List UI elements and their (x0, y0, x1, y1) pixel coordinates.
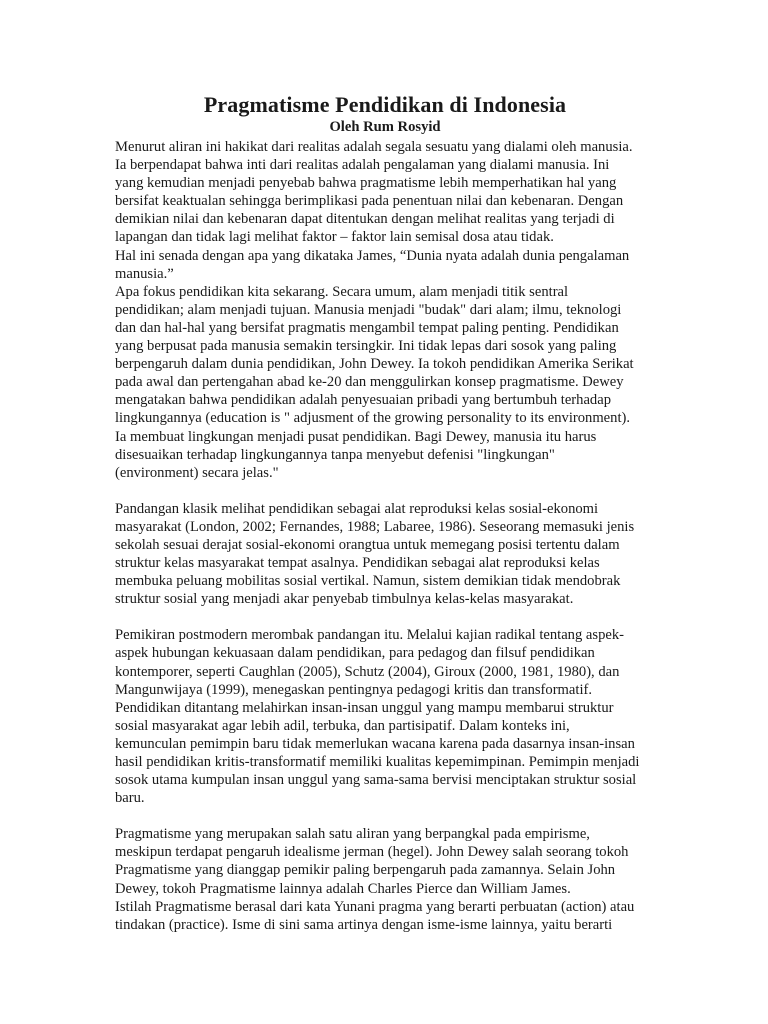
text-line: kemunculan pemimpin baru tidak memerlukan wacana karena pada dasarnya insan-insan (115, 735, 635, 752)
paragraph (115, 825, 655, 934)
text-line: lapangan dan tidak lagi melihat faktor – faktor lain semisal dosa atau tidak. (115, 229, 554, 246)
text-line: sosok utama kumpulan insan unggul yang sama-sama bervisi menciptakan struktur sosial (115, 772, 637, 789)
text-line: disesuaikan terhadap lingkungannya tanpa menyebut defenisi "lingkungan" (115, 446, 555, 463)
text-line: Ia membuat lingkungan menjadi pusat pendidikan. Bagi Dewey, manusia itu harus (115, 428, 597, 445)
text-line: manusia.” (115, 265, 174, 282)
text-line: Mangunwijaya (1999), menegaskan pentingnya pedagogi kritis dan transformatif. (115, 681, 593, 698)
text-line: (environment) secara jelas." (115, 464, 279, 481)
text-line: Pragmatisme yang merupakan salah satu aliran yang berpangkal pada empirisme, (115, 826, 590, 843)
text-line: Hal ini senada dengan apa yang dikataka James, “Dunia nyata adalah dunia pengalaman (115, 247, 630, 264)
text-line: masyarakat (London, 2002; Fernandes, 1988; Labaree, 1986). Seseorang memasuki jenis (115, 518, 635, 535)
paragraph (115, 138, 655, 482)
text-line: lingkungannya (education is " adjusment of the growing personality to its environment). (115, 410, 631, 427)
text-line: meskipun terdapat pengaruh idealisme jerman (hegel). John Dewey salah seorang tokoh (115, 844, 629, 861)
text-line: baru. (115, 790, 145, 807)
text-line: yang kemudian menjadi penyebab bahwa pragmatisme lebih memperhatikan hal yang (115, 175, 617, 192)
text-line: Menurut aliran ini hakikat dari realitas adalah segala sesuatu yang dialami oleh manusia. (115, 139, 633, 155)
text-line: Apa fokus pendidikan kita sekarang. Secara umum, alam menjadi titik sentral (115, 283, 569, 300)
text-line: berpengaruh dalam dunia pendidikan, John Dewey. Ia tokoh pendidikan Amerika Serikat (115, 356, 634, 373)
text-line: Ia berpendapat bahwa inti dari realitas adalah pengalaman yang dialami manusia. Ini (115, 157, 610, 174)
text-line: hasil pendidikan kritis-transformatif memiliki kualitas kepemimpinan. Pemimpin menjadi (115, 754, 640, 770)
text-line: pada awal dan pertengahan abad ke-20 dan menggulirkan konsep pragmatisme. Dewey (115, 374, 624, 391)
text-line: dan dan hal-hal yang bersifat pragmatis mengambil tempat paling penting. Pendidikan (115, 319, 619, 336)
text-line: Pendidikan ditantang melahirkan insan-insan unggul yang mampu membarui struktur (115, 699, 614, 716)
text-line: tindakan (practice). Isme di sini sama artinya dengan isme-isme lainnya, yaitu berarti (115, 916, 613, 933)
text-line: Pragmatisme yang dianggap pemikir paling berpengaruh pada zamannya. Selain John (115, 862, 616, 879)
document-body (115, 138, 655, 934)
text-line: pendidikan; alam menjadi tujuan. Manusia menjadi "budak" dari alam; ilmu, teknologi (115, 301, 622, 318)
text-line: Pemikiran postmodern merombak pandangan itu. Melalui kajian radikal tentang aspek- (115, 627, 625, 644)
text-line: struktur sosial yang menjadi akar penyebab timbulnya kelas-kelas masyarakat. (115, 591, 574, 608)
document-author: Oleh Rum Rosyid (329, 119, 441, 135)
text-line: Istilah Pragmatisme berasal dari kata Yunani pragma yang berarti perbuatan (action) atau (115, 898, 635, 915)
text-line: yang berpusat pada manusia semakin tersingkir. Ini tidak lepas dari sosok yang paling (115, 338, 617, 355)
text-line: mengatakan bahwa pendidikan adalah penyesuaian pribadi yang bertumbuh terhadap (115, 392, 612, 409)
paragraph (115, 500, 655, 609)
document-title: Pragmatisme Pendidikan di Indonesia (203, 92, 567, 117)
paragraph-gap (115, 482, 655, 500)
paragraph-gap (115, 608, 655, 626)
text-line: membuka peluang mobilitas sosial vertikal. Namun, sistem demikian tidak mendobrak (115, 573, 621, 590)
paragraph (115, 626, 655, 807)
text-line: bersifat keaktualan sehingga berimplikasi pada penentuan nilai dan kebenaran. Dengan (115, 193, 624, 210)
text-line: aspek hubungan kekuasaan dalam pendidikan, para pedagog dan filsuf pendidikan (115, 645, 595, 662)
paragraph-gap (115, 807, 655, 825)
text-line: demikian nilai dan kebenaran dapat ditentukan dengan melihat realitas yang terjadi di (115, 211, 615, 228)
text-line: Pandangan klasik melihat pendidikan sebagai alat reproduksi kelas sosial-ekonomi (115, 500, 599, 517)
text-line: sekolah sesuai derajat sosial-ekonomi orangtua untuk memegang posisi tertentu dalam (115, 536, 620, 553)
text-line: sosial masyarakat agar lebih adil, terbuka, dan partisipatif. Dalam konteks ini, (115, 717, 570, 734)
text-line: Dewey, tokoh Pragmatisme lainnya adalah Charles Pierce dan William James. (115, 880, 571, 897)
document-page (115, 92, 655, 934)
text-line: struktur kelas masyarakat tempat asalnya. Pendidikan sebagai alat reproduksi kelas (115, 555, 600, 572)
text-line: kontemporer, seperti Caughlan (2005), Schutz (2004), Giroux (2000, 1981, 1980), dan (115, 663, 620, 680)
